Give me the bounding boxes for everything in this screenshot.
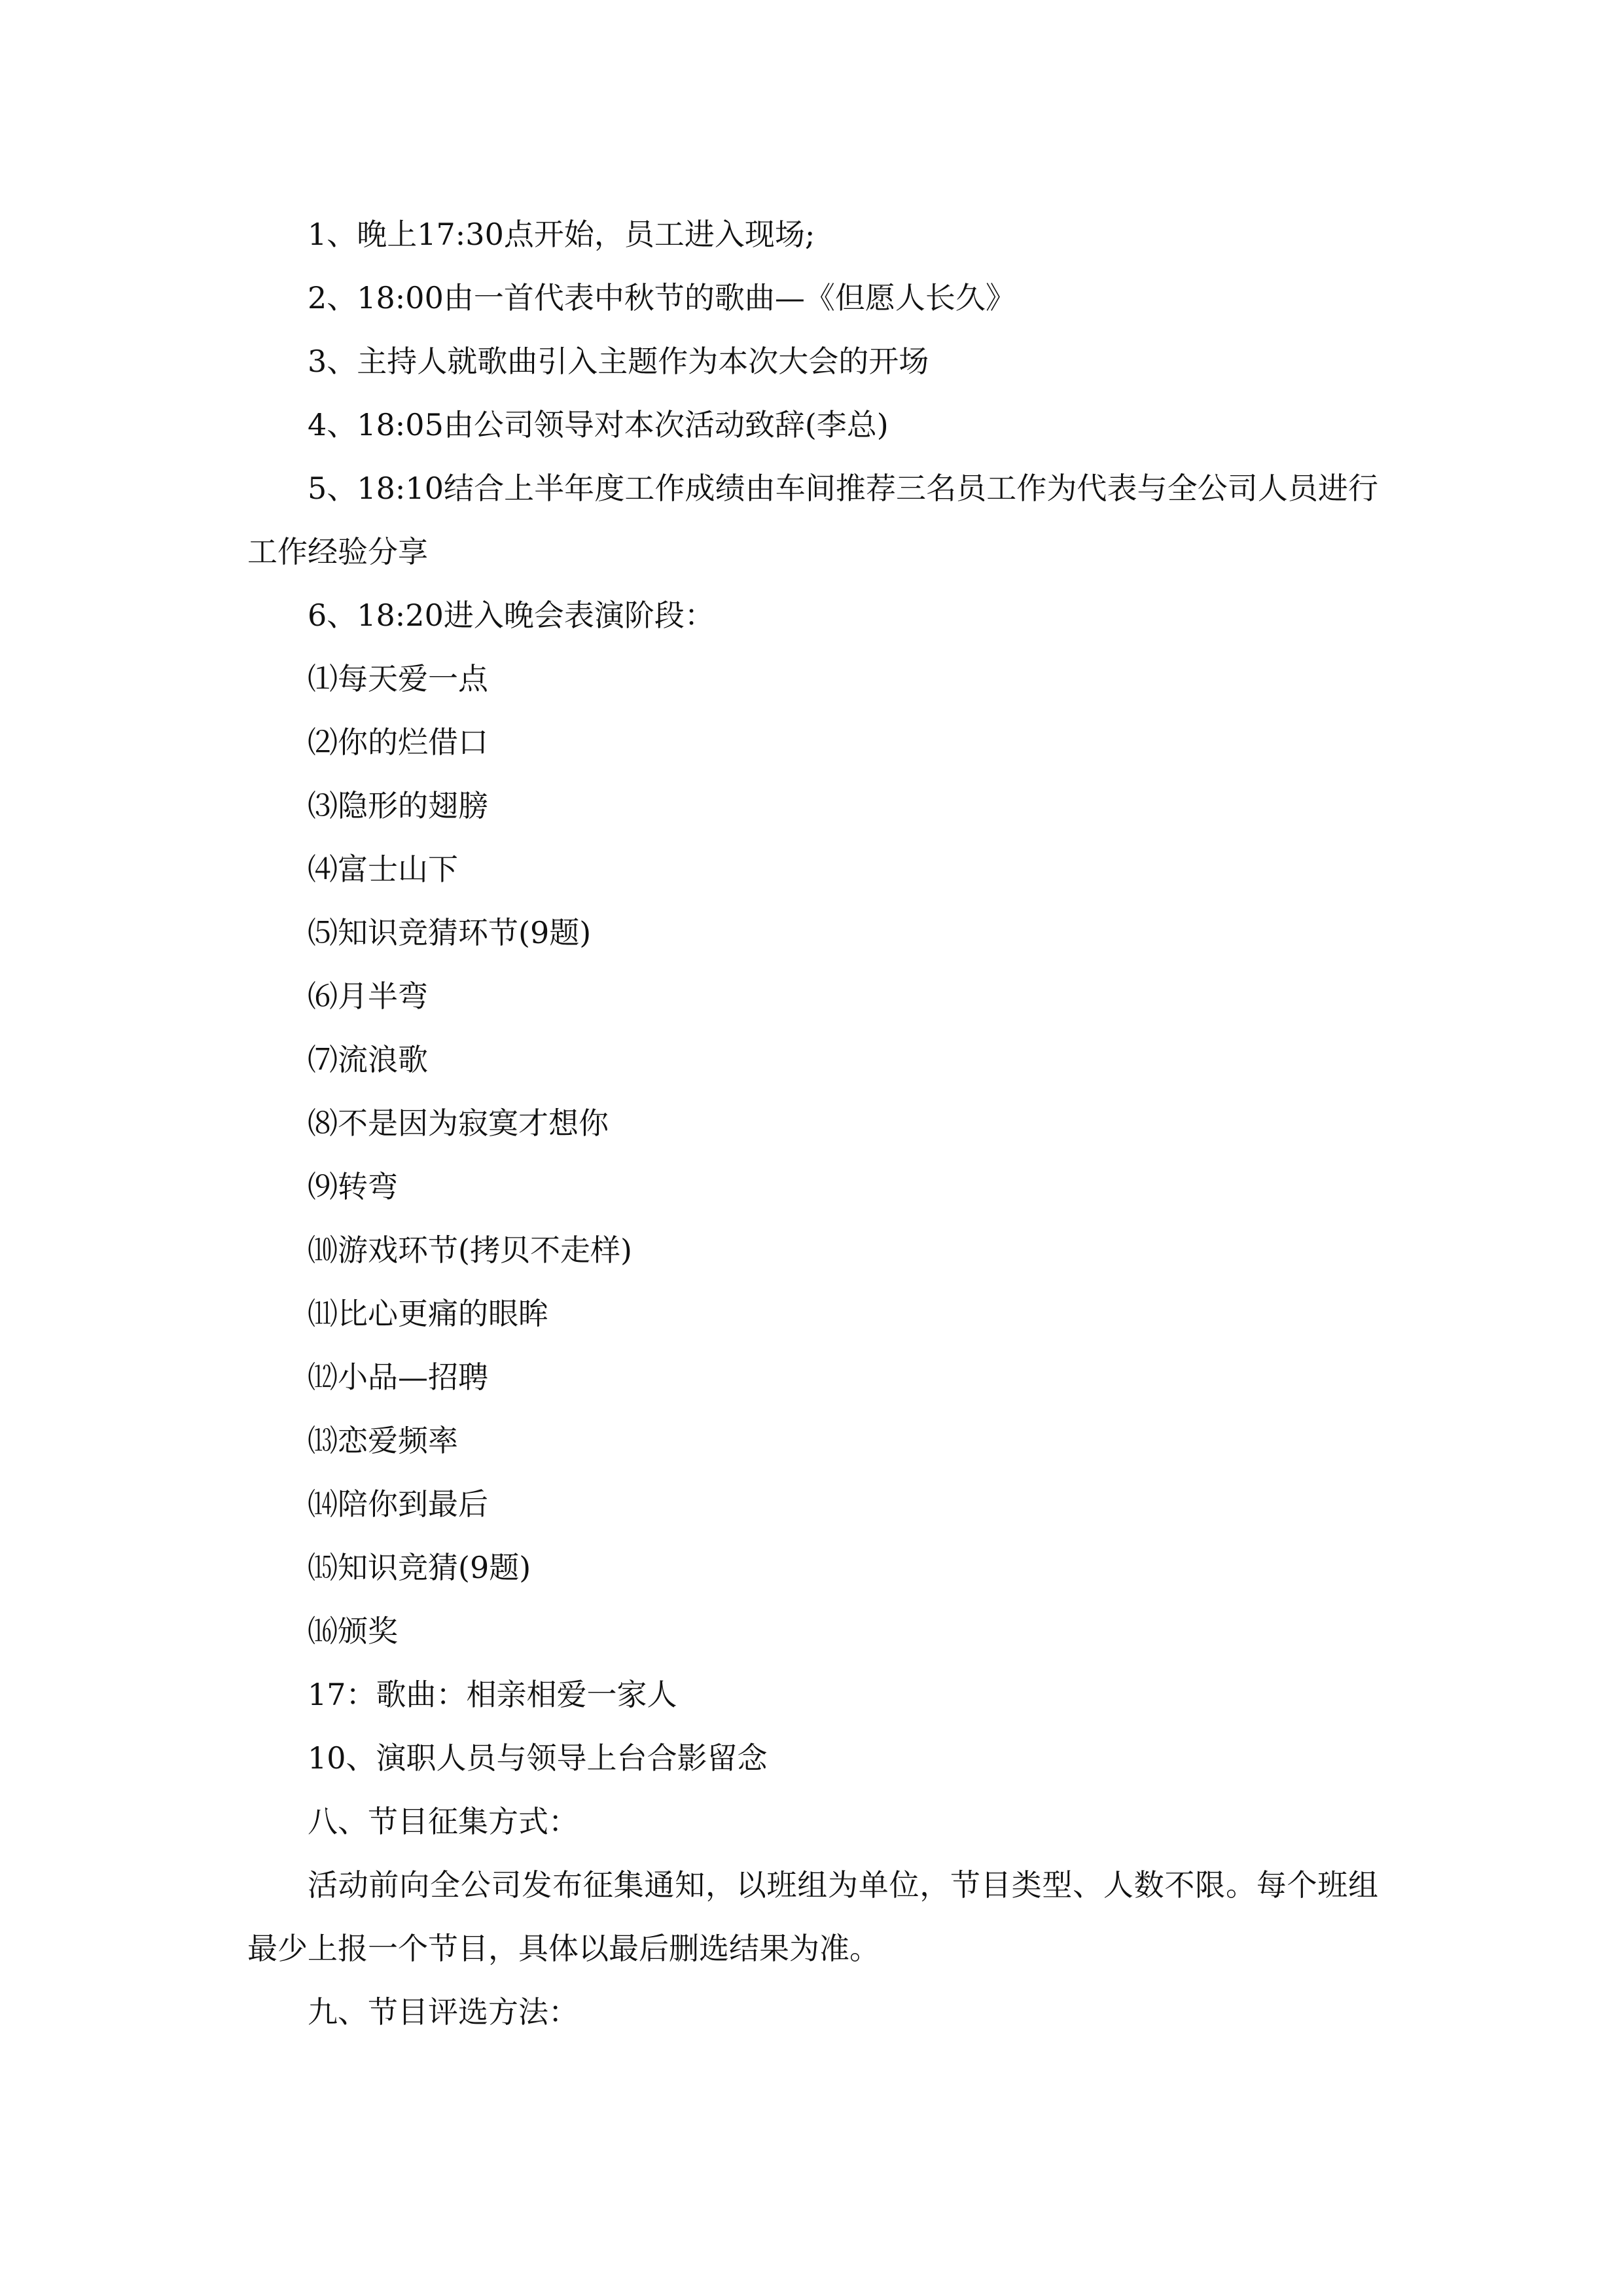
program-item-16: ⒃颁奖 <box>308 1613 398 1649</box>
paragraph-schedule-4: 4、18:05由公司领导对本次活动致辞(李总) <box>308 407 889 442</box>
program-item-8: ⑻不是因为寂寞才想你 <box>308 1105 609 1141</box>
program-item-7: ⑺流浪歌 <box>308 1042 428 1077</box>
paragraph-schedule-5: 5、18:10结合上半年度工作成绩由车间推荐三名员工作为代表与全公司人员进行工作经验分享 <box>247 471 1378 569</box>
paragraph-program-collection: 活动前向全公司发布征集通知，以班组为单位，节目类型、人数不限。每个班组最少上报一个节目，具体以最后删选结果为准。 <box>247 1867 1378 1966</box>
program-item-3: ⑶隐形的翅膀 <box>308 788 488 823</box>
program-item-12: ⑿小品—招聘 <box>308 1359 488 1395</box>
paragraph-schedule-6: 6、18:20进入晚会表演阶段： <box>308 598 715 633</box>
paragraph-schedule-1: 1、晚上17:30点开始，员工进入现场; <box>308 217 815 252</box>
section-heading-program-selection: 九、节目评选方法： <box>308 1994 579 2030</box>
program-item-13: ⒀恋爱频率 <box>308 1423 458 1458</box>
program-item-5: ⑸知识竞猜环节(9题) <box>308 915 592 950</box>
program-item-6: ⑹月半弯 <box>308 978 428 1014</box>
document-body <box>247 203 1378 2044</box>
program-item-2: ⑵你的烂借口 <box>308 725 488 760</box>
program-item-11: ⑾比心更痛的眼眸 <box>308 1296 548 1331</box>
program-item-14: ⒁陪你到最后 <box>308 1486 488 1522</box>
paragraph-group-photo: 10、演职人员与领导上台合影留念 <box>308 1740 768 1776</box>
program-item-17: 17：歌曲：相亲相爱一家人 <box>308 1677 677 1712</box>
section-heading-program-collection: 八、节目征集方式： <box>308 1804 579 1839</box>
program-item-1: ⑴每天爱一点 <box>308 661 488 696</box>
paragraph-schedule-2: 2、18:00由一首代表中秋节的歌曲—《但愿人长久》 <box>308 280 1016 315</box>
paragraph-schedule-3: 3、主持人就歌曲引入主题作为本次大会的开场 <box>308 344 929 379</box>
program-item-15: ⒂知识竞猜(9题) <box>308 1550 531 1585</box>
program-item-9: ⑼转弯 <box>308 1169 398 1204</box>
program-item-10: ⑽游戏环节(拷贝不走样) <box>308 1232 632 1268</box>
program-item-4: ⑷富士山下 <box>308 852 458 887</box>
